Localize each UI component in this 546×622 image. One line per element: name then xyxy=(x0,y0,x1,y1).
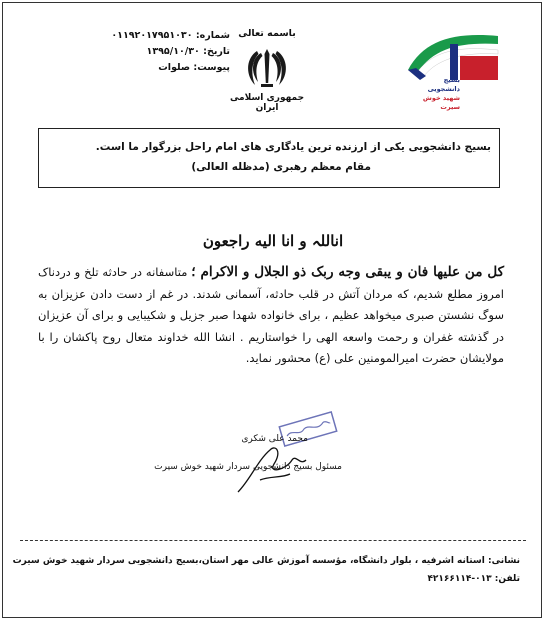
quran-verse: کل من علیها فان و یبقی وجه ربک ذو الجلال و الاکرام ؛ xyxy=(191,264,505,280)
signatory-name: محمد علی شکری xyxy=(241,434,308,444)
flag-logo-icon xyxy=(402,30,512,80)
republic-label: جمهوری اسلامی ایران xyxy=(229,93,305,113)
organization-logo xyxy=(402,30,512,110)
footer-address: نشانی: استانه اشرفیه ، بلوار دانشگاه، مؤسسه آموزش عالی مهر استان،بسیج دانشجویی سردار شهید خوش سیرت xyxy=(12,556,520,566)
iran-emblem-icon xyxy=(244,45,290,91)
logo-caption: بسیج دانشجویی شهید خوش سیرت xyxy=(422,76,460,111)
signature-area xyxy=(170,418,330,498)
emblem-block xyxy=(222,28,312,113)
quote-author: مقام معظم رهبری (مدظله العالی) xyxy=(191,161,371,173)
leader-quote: بسیج دانشجویی یکی از ارزنده ترین یادگاری های امام راحل بزرگوار ما است. xyxy=(95,141,491,153)
signatory-title: مسئول بسیج دانشجویی سردار شهید خوش سیرت xyxy=(154,462,342,472)
footer xyxy=(12,552,520,588)
basmala: باسمه تعالی xyxy=(238,28,296,39)
footer-divider xyxy=(20,540,526,541)
footer-phone: تلفن: ۰۱۳-۴۲۱۶۶۱۱۴ xyxy=(427,574,520,584)
reference-block xyxy=(70,28,230,76)
letter-date: تاریخ: ۱۳۹۵/۱۰/۳۰ xyxy=(146,46,230,57)
letter-paragraph: متاسفانه در حادثه تلخ و دردناک امروز مطلع شدیم، که مردان آتش در قلب حادثه، آسمانی شدند. در غم از دست دادن عزیزان به سوگ نشستن صبری میخواهد عظیم ، برای خانواده شهدا صبر جزیل و شکیبایی و برای آن عزیزان در گذشته غفران و رحمت واسعه الهی را خواستاریم . انشا الله خداوند متعال روح پاکشان را با مولایشان حضرت امیرالمومنین علی (ع) محشور نماید. xyxy=(38,265,504,365)
letter-number: شماره: ۰۱۱۹۲۰۱۷۹۵۱۰۳۰ xyxy=(111,30,230,41)
letter-attachment: پیوست: صلوات xyxy=(158,62,230,73)
condolence-heading: اناللہ و انا الیه راجعون xyxy=(202,232,344,250)
quote-box xyxy=(38,128,500,188)
letter-body xyxy=(38,262,504,370)
